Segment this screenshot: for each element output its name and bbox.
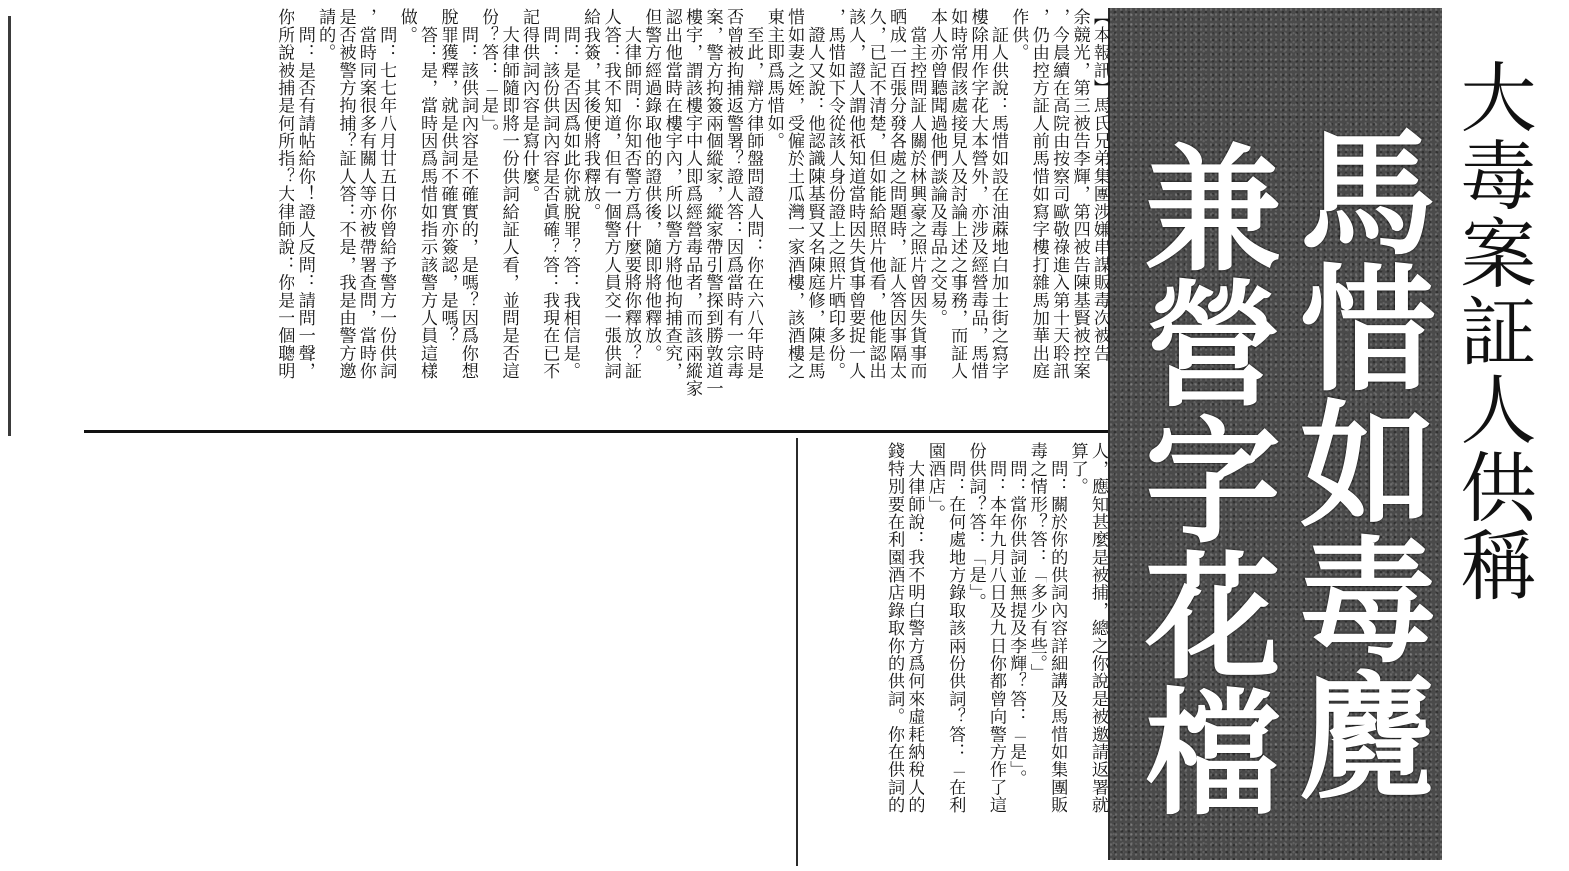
text-column: ，當時同案很多有關人等亦被帶署查問，當時你 — [355, 8, 376, 380]
text-column: 問：在何處地方錄取該兩份供詞？答：「在利 — [945, 442, 966, 814]
text-column: 本人亦曾聽聞過他們談論及毒品之交易。 — [926, 8, 947, 327]
text-column: 樓宇，謂該樓宇中人即爲經營毒品者，而該兩縱家 — [682, 8, 703, 398]
article-body-top — [30, 8, 1110, 428]
text-column: 你所說被捕是何所指？大律師說：你是一個聰明 — [274, 8, 295, 380]
text-column: 給我簽，其後便將我釋放。 — [580, 8, 601, 221]
article-body-bottom — [800, 442, 1108, 862]
text-column: 園酒店」。 — [924, 442, 945, 522]
text-column: 錢特別要在利園酒店錄取你的供詞。你在供詞的 — [884, 442, 905, 814]
text-column: 問：當你供詞並無提及李輝？答：「是」。 — [1006, 442, 1027, 788]
headline-line-2: 兼營字花檔 — [1121, 138, 1279, 818]
text-column: 問：七七年八月廿五日你曾給予警方一份供詞 — [376, 8, 397, 380]
text-column: 大律師說：我不明白警方爲何來虛耗納稅人的 — [904, 442, 925, 814]
text-column: 問：本年九月八日及九日你都曾向警方作了這 — [986, 442, 1007, 814]
text-column: 東主即爲馬惜如。 — [763, 8, 784, 150]
text-column: 問：該份供詞內容是否眞確？答：我現在已不 — [539, 8, 560, 380]
text-column: 問：是否因爲如此你就脫罪？答：我相信是。 — [559, 8, 580, 380]
headline-line-1: 馬惜如毒麑 — [1276, 122, 1434, 802]
column-rule — [84, 430, 1108, 433]
text-column: 如時常假該處接見人及討論上述之事務，而証人 — [947, 8, 968, 380]
text-column: 證人又說：他認識陳基賢又名陳庭修，陳是馬 — [804, 8, 825, 380]
text-column: 晒成一百張分發各處之問題時，証人答因事隔太 — [886, 8, 907, 380]
text-column: 脫罪獲釋，就是供詞不確實亦簽認，是嗎？ — [437, 8, 458, 345]
kicker-headline: 大毒案証人供稱 — [1448, 58, 1537, 604]
text-column: 認出他當時在樓宇內，所以警方將他拘捕查究， — [661, 8, 682, 380]
text-column: 份供詞？答：「是」。 — [965, 442, 986, 611]
text-column: 樓除用作字花大本營外，亦涉及經營毒品，馬惜 — [967, 8, 988, 380]
text-column: 人答：我不知道，但有一個警方人員交一張供詞 — [600, 8, 621, 380]
bottom-section-rule — [796, 438, 798, 866]
text-column: 否曾被拘捕返警署？證人答：因爲當時有一宗毒 — [722, 8, 743, 380]
text-column: 記得供詞內容是寫什麼。 — [519, 8, 540, 203]
text-column: 案，警方拘簽兩個縱家，縱家帶引警探到勝敦道一 — [702, 8, 723, 398]
text-column: 當主控問証人關於林興豪之照片曾因失貨事而 — [906, 8, 927, 380]
text-column: 【本報訊】馬氏兄弟集團涉嫌串謀販毒次被告 — [1090, 8, 1110, 362]
text-column: 証人供說：馬惜如設在油蔴地白加士街之寫字 — [988, 8, 1009, 380]
text-column: ，仍由控方証人前馬惜如寫字樓打雜馬加華出庭 — [1028, 8, 1049, 380]
text-column: 份？答：「是」。 — [478, 8, 499, 141]
margin-rule — [8, 16, 11, 436]
text-column: 問：關於你的供詞內容詳細講及馬惜如集團販 — [1047, 442, 1068, 814]
text-column: 至此，辯方律師盤問證人問：你在六八年時是 — [743, 8, 764, 380]
text-column: 余競光，第三被告李輝，第四被告陳基賢被控案 — [1069, 8, 1090, 380]
text-column: 毒之情形？答：「多少有些。」 — [1026, 442, 1047, 682]
text-column: ，馬惜如下令從該人身份證上之照片晒印多份。 — [824, 8, 845, 380]
text-column: 人，應知甚麼是被捕，總之你說是被邀請返署就 — [1088, 442, 1108, 814]
text-column: 算了。 — [1067, 442, 1088, 496]
text-column: 但警方經過錄取他的證供後，隨即將他釋放。 — [641, 8, 662, 362]
text-column: 請的。 — [315, 8, 336, 62]
text-column: 答：是，當時因爲馬惜如指示該警方人員這樣 — [417, 8, 438, 380]
text-column: 問：該供詞內容是不確實的，是嗎？因爲你想 — [457, 8, 478, 380]
text-column: 該人，證人謂他祇知道當時因失貨事曾要捉一人 — [845, 8, 866, 380]
text-column: 大律師隨即將一份供詞給証人看，並問是否這 — [498, 8, 519, 380]
text-column: ，今晨續在高院由按察司歐敬祿進入第十天聆訊 — [1049, 8, 1070, 380]
text-column: 做。 — [396, 8, 417, 44]
text-column: 久，已記不清楚，但如能給照片他看，他能認出 — [865, 8, 886, 380]
text-column: 作供。 — [1008, 8, 1029, 62]
text-column: 問：是否有請帖給你！證人反問：請問一聲， — [294, 8, 315, 380]
text-column: 大律師問：你知否警方爲什麼要將你釋放？証 — [621, 8, 642, 380]
text-column: 惜如妻之姪，受僱於土瓜灣一家酒樓，該酒樓之 — [784, 8, 805, 380]
text-column: 是否被警方拘捕？証人答：不是，我是由警方邀 — [335, 8, 356, 380]
